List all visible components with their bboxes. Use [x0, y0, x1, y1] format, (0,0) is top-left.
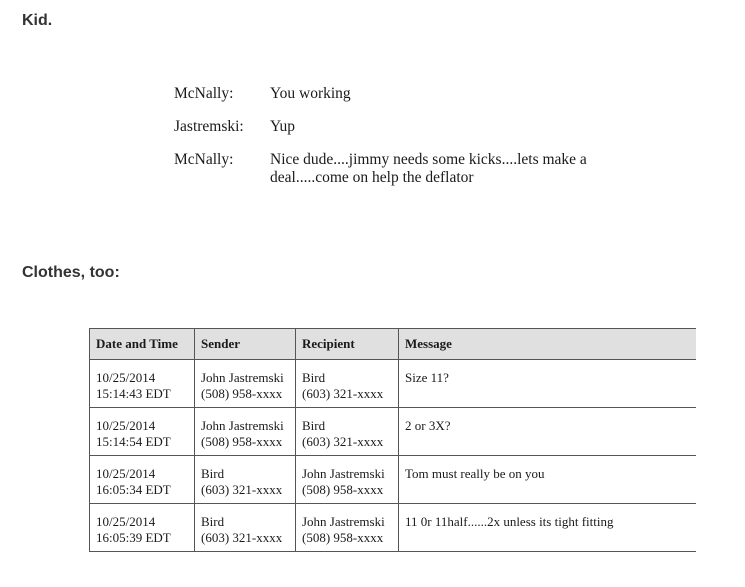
- sender-phone: (508) 958-xxxx: [201, 386, 283, 401]
- cell-message: Tom must really be on you: [399, 456, 697, 504]
- table-row: [90, 456, 697, 504]
- section-heading-clothes: Clothes, too:: [22, 264, 120, 281]
- sender-name: John Jastremski: [201, 418, 284, 433]
- dialogue-text: Yup: [270, 118, 295, 135]
- cell-date-time: [90, 504, 195, 552]
- cell-sender: [195, 360, 296, 408]
- table-row: [90, 408, 697, 456]
- cell-date-time: [90, 408, 195, 456]
- dialogue-speaker: McNally:: [174, 85, 234, 102]
- recipient-name: John Jastremski: [302, 514, 385, 529]
- recipient-name: Bird: [302, 370, 326, 385]
- column-header-date: Date and Time: [90, 329, 195, 360]
- date-text: 10/25/2014: [96, 514, 156, 529]
- column-header-message: Message: [399, 329, 697, 360]
- cell-sender: [195, 408, 296, 456]
- table-row: [90, 504, 697, 552]
- time-text: 16:05:39 EDT: [96, 530, 171, 545]
- cell-message: 2 or 3X?: [399, 408, 697, 456]
- dialogue-text: You working: [270, 85, 351, 102]
- time-text: 15:14:43 EDT: [96, 386, 171, 401]
- date-text: 10/25/2014: [96, 418, 156, 433]
- cell-recipient: [296, 456, 399, 504]
- cell-recipient: [296, 504, 399, 552]
- column-header-recipient: Recipient: [296, 329, 399, 360]
- sender-name: Bird: [201, 466, 225, 481]
- recipient-phone: (508) 958-xxxx: [302, 530, 384, 545]
- sender-name: Bird: [201, 514, 225, 529]
- sender-name: John Jastremski: [201, 370, 284, 385]
- cell-date-time: [90, 456, 195, 504]
- recipient-phone: (603) 321-xxxx: [302, 434, 384, 449]
- dialogue-line: [174, 151, 610, 187]
- dialogue-speaker: Jastremski:: [174, 118, 244, 135]
- date-text: 10/25/2014: [96, 370, 156, 385]
- sender-phone: (603) 321-xxxx: [201, 482, 283, 497]
- cell-sender: [195, 456, 296, 504]
- time-text: 15:14:54 EDT: [96, 434, 171, 449]
- date-text: 10/25/2014: [96, 466, 156, 481]
- dialogue-text: Nice dude....jimmy needs some kicks....lets make a deal.....come on help the deflator: [270, 151, 587, 186]
- cell-recipient: [296, 408, 399, 456]
- dialogue-transcript: [174, 85, 610, 202]
- recipient-name: John Jastremski: [302, 466, 385, 481]
- table-row: [90, 360, 697, 408]
- sender-phone: (508) 958-xxxx: [201, 434, 283, 449]
- column-header-sender: Sender: [195, 329, 296, 360]
- time-text: 16:05:34 EDT: [96, 482, 171, 497]
- cell-date-time: [90, 360, 195, 408]
- dialogue-line: [174, 118, 610, 136]
- cell-message: 11 0r 11half......2x unless its tight fitting: [399, 504, 697, 552]
- recipient-name: Bird: [302, 418, 326, 433]
- cell-sender: [195, 504, 296, 552]
- text-messages-table: [89, 328, 696, 552]
- recipient-phone: (508) 958-xxxx: [302, 482, 384, 497]
- cell-recipient: [296, 360, 399, 408]
- dialogue-line: [174, 85, 610, 103]
- sender-phone: (603) 321-xxxx: [201, 530, 283, 545]
- cell-message: Size 11?: [399, 360, 697, 408]
- recipient-phone: (603) 321-xxxx: [302, 386, 384, 401]
- table-header-row: [90, 329, 697, 360]
- section-heading-kid: Kid.: [22, 12, 53, 29]
- dialogue-speaker: McNally:: [174, 151, 234, 168]
